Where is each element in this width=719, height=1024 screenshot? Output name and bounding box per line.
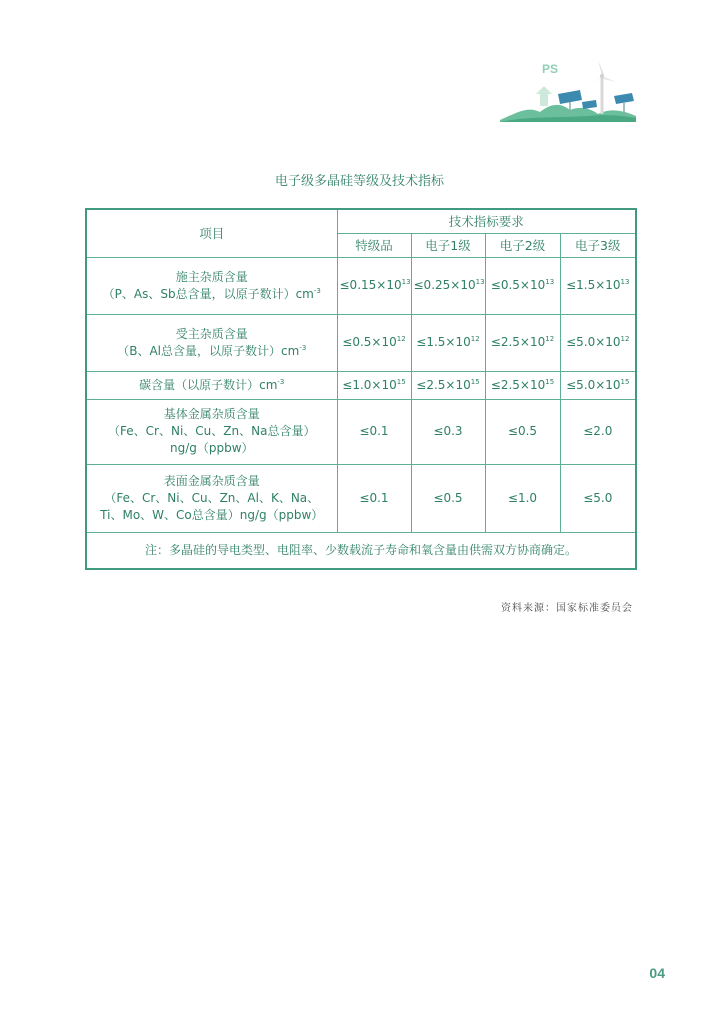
table-row — [86, 371, 636, 399]
value-cell: $\le 2.5\times 10^{15}$ — [411, 371, 485, 399]
header-item: 项目 — [86, 209, 337, 257]
page-number: 04 — [649, 965, 665, 981]
value-cell: ≤0.1 — [337, 464, 411, 532]
value-cell: ≤2.0 — [560, 399, 636, 464]
value-cell: $\le 0.5\times 10^{12}$ — [337, 314, 411, 371]
table-row — [86, 399, 636, 464]
value-cell: ≤0.5 — [411, 464, 485, 532]
header-grade-3: 电子3级 — [560, 233, 636, 257]
row-label: 施主杂质含量 （P、As、Sb总含量，以原子数计）$cm^{-3}$ — [86, 257, 337, 314]
value-cell: $\le 0.5\times 10^{13}$ — [485, 257, 560, 314]
value-cell: $\le 5.0\times 10^{15}$ — [560, 371, 636, 399]
row-label: 基体金属杂质含量 （Fe、Cr、Ni、Cu、Zn、Na总含量） ng/g（ppbw） — [86, 399, 337, 464]
table-row — [86, 314, 636, 371]
ps-logo — [498, 56, 638, 126]
header-grade-2: 电子2级 — [485, 233, 560, 257]
value-cell: ≤0.3 — [411, 399, 485, 464]
value-cell: $\le 0.15\times 10^{13}$ — [337, 257, 411, 314]
header-grade-special: 特级品 — [337, 233, 411, 257]
table-note: 注：多晶硅的导电类型、电阻率、少数载流子寿命和氧含量由供需双方协商确定。 — [86, 532, 636, 569]
table-row — [86, 464, 636, 532]
header-grade-1: 电子1级 — [411, 233, 485, 257]
row-label: 表面金属杂质含量 （Fe、Cr、Ni、Cu、Zn、Al、K、Na、 Ti、Mo、W、Co总含量）ng/g（ppbw） — [86, 464, 337, 532]
header-group: 技术指标要求 — [337, 209, 636, 233]
value-cell: ≤0.1 — [337, 399, 411, 464]
value-cell: $\le 2.5\times 10^{12}$ — [485, 314, 560, 371]
solar-wind-landscape-icon — [498, 56, 638, 126]
value-cell: $\le 1.5\times 10^{13}$ — [560, 257, 636, 314]
table-caption: 电子级多晶硅等级及技术指标 — [274, 174, 444, 189]
spec-table — [85, 208, 637, 570]
value-cell: $\le 2.5\times 10^{15}$ — [485, 371, 560, 399]
value-cell: $\le 1.0\times 10^{15}$ — [337, 371, 411, 399]
source-credit: 资料来源：国家标准委员会 — [501, 603, 633, 614]
logo-text: PS — [542, 62, 559, 76]
value-cell: $\le 1.5\times 10^{12}$ — [411, 314, 485, 371]
value-cell: $\le 5.0\times 10^{12}$ — [560, 314, 636, 371]
row-label: 受主杂质含量 （B、Al总含量，以原子数计）$cm^{-3}$ — [86, 314, 337, 371]
value-cell: ≤5.0 — [560, 464, 636, 532]
row-label: 碳含量（以原子数计）$cm^{-3}$ — [86, 371, 337, 399]
value-cell: $\le 0.25\times 10^{13}$ — [411, 257, 485, 314]
table-row — [86, 257, 636, 314]
value-cell: ≤1.0 — [485, 464, 560, 532]
value-cell: ≤0.5 — [485, 399, 560, 464]
